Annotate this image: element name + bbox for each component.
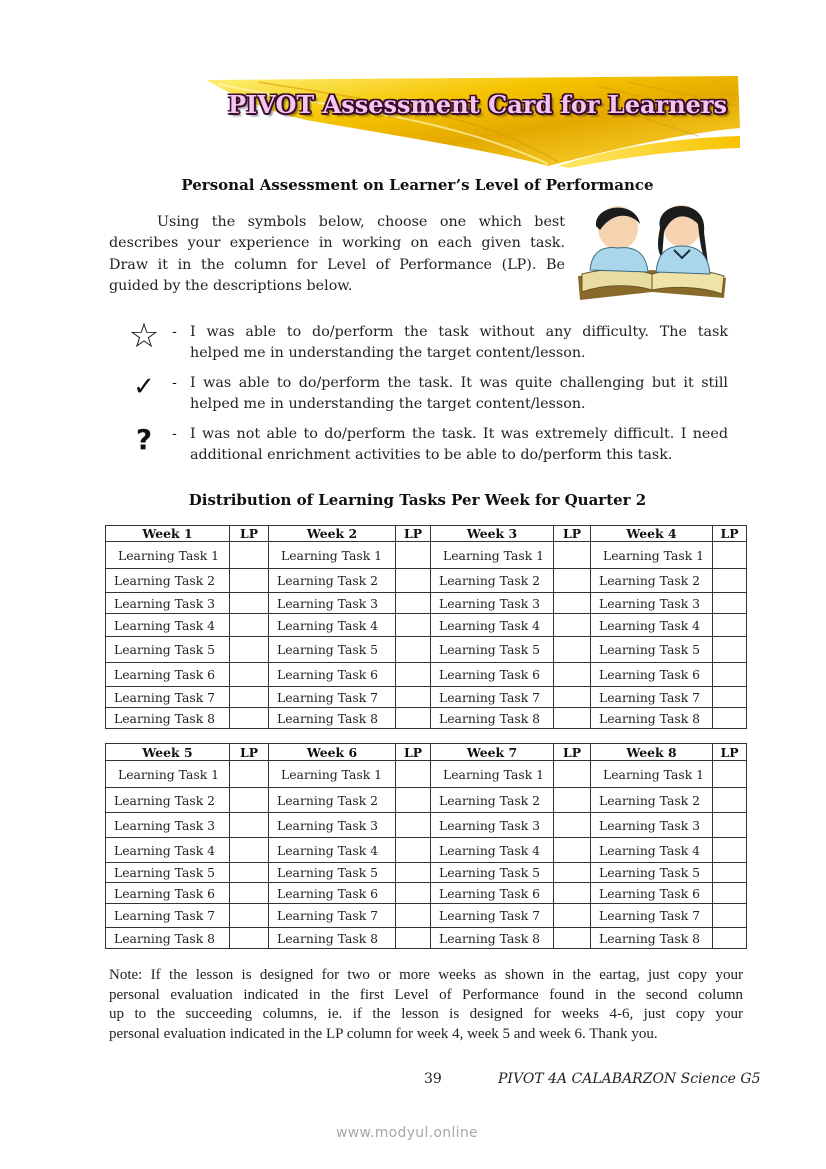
task-cell: Learning Task 3: [591, 813, 713, 838]
task-cell: Learning Task 1: [591, 542, 713, 569]
task-cell: Learning Task 6: [106, 663, 230, 687]
table-header-row: [106, 744, 747, 761]
task-cell: Learning Task 3: [431, 813, 554, 838]
table-row: [106, 663, 747, 687]
task-cell: Learning Task 5: [431, 637, 554, 663]
task-cell: Learning Task 3: [269, 813, 396, 838]
task-cell: Learning Task 7: [269, 687, 396, 708]
task-cell: Learning Task 4: [591, 838, 713, 863]
task-cell: Learning Task 2: [431, 569, 554, 593]
question-icon: ?: [135, 423, 153, 456]
lp-cell[interactable]: [713, 904, 747, 928]
lp-cell[interactable]: [713, 542, 747, 569]
legend-dash: -: [172, 375, 177, 391]
column-header-week: Week 8: [591, 744, 713, 761]
task-cell: Learning Task 5: [106, 637, 230, 663]
task-cell: Learning Task 6: [431, 663, 554, 687]
column-header-week: Week 4: [591, 526, 713, 542]
lp-cell[interactable]: [396, 614, 431, 637]
tasks-table-weeks-1-4: [105, 525, 747, 729]
lp-cell[interactable]: [554, 788, 591, 813]
lp-cell[interactable]: [713, 614, 747, 637]
task-cell: Learning Task 2: [431, 788, 554, 813]
banner: [198, 76, 740, 168]
lp-cell[interactable]: [396, 569, 431, 593]
intro-text: Using the symbols below, choose one which best describes your experience in working on each given task. Draw it in the column for Level of Performance (LP). Be guided by the descriptions below.: [109, 214, 565, 294]
task-cell: Learning Task 8: [269, 708, 396, 729]
task-cell: Learning Task 8: [269, 928, 396, 949]
task-cell: Learning Task 3: [431, 593, 554, 614]
table-row: [106, 542, 747, 569]
lp-cell[interactable]: [396, 904, 431, 928]
task-cell: Learning Task 7: [431, 687, 554, 708]
lp-cell[interactable]: [713, 813, 747, 838]
task-cell: Learning Task 2: [269, 569, 396, 593]
lp-cell[interactable]: [396, 838, 431, 863]
table-row: [106, 788, 747, 813]
task-cell: Learning Task 1: [269, 761, 396, 788]
lp-cell[interactable]: [713, 863, 747, 883]
task-cell: Learning Task 1: [106, 542, 230, 569]
lp-cell[interactable]: [554, 761, 591, 788]
lp-cell[interactable]: [554, 569, 591, 593]
lp-cell[interactable]: [713, 761, 747, 788]
lp-cell[interactable]: [554, 637, 591, 663]
lp-cell[interactable]: [554, 542, 591, 569]
task-cell: Learning Task 7: [431, 904, 554, 928]
lp-cell[interactable]: [554, 663, 591, 687]
task-cell: Learning Task 6: [431, 883, 554, 904]
note-line: up to the succeeding columns, ie. if the lesson is designed for weeks 4-6, just copy your: [109, 1006, 743, 1023]
task-cell: Learning Task 6: [591, 663, 713, 687]
lp-cell[interactable]: [396, 637, 431, 663]
note-paragraph: [109, 966, 743, 1044]
lp-cell[interactable]: [230, 637, 269, 663]
table-header-row: [106, 526, 747, 542]
lp-cell[interactable]: [713, 663, 747, 687]
lp-cell[interactable]: [554, 813, 591, 838]
check-icon: ✓: [133, 372, 155, 402]
task-cell: Learning Task 7: [106, 904, 230, 928]
task-cell: Learning Task 8: [106, 928, 230, 949]
lp-cell[interactable]: [396, 813, 431, 838]
task-cell: Learning Task 1: [106, 761, 230, 788]
lp-cell[interactable]: [713, 637, 747, 663]
column-header-lp: LP: [713, 526, 747, 542]
table-row: [106, 928, 747, 949]
task-cell: Learning Task 5: [269, 637, 396, 663]
lp-cell[interactable]: [713, 928, 747, 949]
lp-cell[interactable]: [713, 708, 747, 729]
task-cell: Learning Task 8: [431, 708, 554, 729]
lp-cell[interactable]: [230, 838, 269, 863]
watermark: www.modyul.online: [336, 1125, 478, 1141]
task-cell: Learning Task 5: [269, 863, 396, 883]
table-row: [106, 813, 747, 838]
table-row: [106, 569, 747, 593]
table-row: [106, 904, 747, 928]
task-cell: Learning Task 4: [269, 838, 396, 863]
lp-cell[interactable]: [230, 569, 269, 593]
legend-dash: -: [172, 426, 177, 442]
note-line: personal evaluation indicated in the first Level of Performance found in the second column: [109, 986, 743, 1003]
lp-cell[interactable]: [396, 542, 431, 569]
lp-cell[interactable]: [396, 663, 431, 687]
task-cell: Learning Task 8: [106, 708, 230, 729]
lp-cell[interactable]: [554, 928, 591, 949]
task-cell: Learning Task 3: [106, 593, 230, 614]
intro-paragraph: [109, 212, 565, 297]
note-line: Note: If the lesson is designed for two or more weeks as shown in the eartag, just copy your: [109, 967, 743, 983]
task-cell: Learning Task 2: [591, 569, 713, 593]
task-cell: Learning Task 7: [269, 904, 396, 928]
lp-cell[interactable]: [230, 863, 269, 883]
task-cell: Learning Task 4: [431, 838, 554, 863]
lp-cell[interactable]: [554, 687, 591, 708]
legend-text: I was not able to do/perform the task. It was extremely difficult. I need additional enrichment activities to be able to do/perform this task.: [190, 426, 728, 463]
lp-cell[interactable]: [230, 663, 269, 687]
lp-cell[interactable]: [713, 838, 747, 863]
lp-cell[interactable]: [230, 614, 269, 637]
task-cell: Learning Task 6: [591, 883, 713, 904]
footer-title: PIVOT 4A CALABARZON Science G5: [498, 1071, 761, 1087]
table-row: [106, 863, 747, 883]
lp-cell[interactable]: [230, 761, 269, 788]
task-cell: Learning Task 7: [106, 687, 230, 708]
tasks-table-weeks-5-8: [105, 743, 747, 949]
task-cell: Learning Task 5: [106, 863, 230, 883]
lp-cell[interactable]: [230, 788, 269, 813]
column-header-week: Week 2: [269, 526, 396, 542]
section-heading-distribution: Distribution of Learning Tasks Per Week for Quarter 2: [188, 491, 647, 509]
task-cell: Learning Task 5: [591, 637, 713, 663]
lp-cell[interactable]: [554, 904, 591, 928]
lp-cell[interactable]: [396, 708, 431, 729]
lp-cell[interactable]: [554, 883, 591, 904]
section-heading-personal-assessment: Personal Assessment on Learner’s Level of Performance: [181, 176, 654, 194]
column-header-week: Week 3: [431, 526, 554, 542]
task-cell: Learning Task 2: [591, 788, 713, 813]
lp-cell[interactable]: [713, 569, 747, 593]
task-cell: Learning Task 4: [269, 614, 396, 637]
task-cell: Learning Task 2: [106, 569, 230, 593]
table-row: [106, 761, 747, 788]
legend-text: I was able to do/perform the task. It was quite challenging but it still helped me in understanding the target content/lesson.: [190, 375, 728, 412]
task-cell: Learning Task 6: [269, 663, 396, 687]
column-header-lp: LP: [396, 526, 431, 542]
task-cell: Learning Task 5: [591, 863, 713, 883]
task-cell: Learning Task 4: [431, 614, 554, 637]
column-header-week: Week 1: [106, 526, 230, 542]
legend-text: I was able to do/perform the task without any difficulty. The task helped me in understanding the target content/lesson.: [190, 324, 728, 361]
column-header-lp: LP: [554, 744, 591, 761]
lp-cell[interactable]: [396, 883, 431, 904]
task-cell: Learning Task 1: [269, 542, 396, 569]
task-cell: Learning Task 7: [591, 687, 713, 708]
task-cell: Learning Task 6: [269, 883, 396, 904]
lp-cell[interactable]: [230, 542, 269, 569]
table-row: [106, 708, 747, 729]
lp-cell[interactable]: [230, 687, 269, 708]
task-cell: Learning Task 1: [431, 542, 554, 569]
lp-cell[interactable]: [713, 687, 747, 708]
banner-title: PIVOT Assessment Card for Learners: [228, 90, 728, 119]
table-row: [106, 838, 747, 863]
table-row: [106, 687, 747, 708]
lp-cell[interactable]: [230, 708, 269, 729]
lp-cell[interactable]: [230, 813, 269, 838]
task-cell: Learning Task 4: [106, 838, 230, 863]
task-cell: Learning Task 4: [591, 614, 713, 637]
table-row: [106, 593, 747, 614]
task-cell: Learning Task 3: [269, 593, 396, 614]
lp-cell[interactable]: [396, 863, 431, 883]
task-cell: Learning Task 7: [591, 904, 713, 928]
task-cell: Learning Task 3: [106, 813, 230, 838]
task-cell: Learning Task 4: [106, 614, 230, 637]
column-header-lp: LP: [713, 744, 747, 761]
lp-cell[interactable]: [713, 788, 747, 813]
lp-cell[interactable]: [554, 593, 591, 614]
task-cell: Learning Task 1: [431, 761, 554, 788]
lp-cell[interactable]: [554, 838, 591, 863]
task-cell: Learning Task 2: [106, 788, 230, 813]
lp-cell[interactable]: [230, 883, 269, 904]
task-cell: Learning Task 1: [591, 761, 713, 788]
task-cell: Learning Task 3: [591, 593, 713, 614]
column-header-lp: LP: [396, 744, 431, 761]
column-header-lp: LP: [230, 526, 269, 542]
lp-cell[interactable]: [396, 788, 431, 813]
column-header-lp: LP: [230, 744, 269, 761]
task-cell: Learning Task 5: [431, 863, 554, 883]
task-cell: Learning Task 8: [591, 708, 713, 729]
lp-cell[interactable]: [230, 904, 269, 928]
task-cell: Learning Task 8: [591, 928, 713, 949]
column-header-week: Week 7: [431, 744, 554, 761]
star-icon: ☆: [128, 316, 160, 356]
lp-cell[interactable]: [396, 687, 431, 708]
table-row: [106, 883, 747, 904]
lp-cell[interactable]: [713, 883, 747, 904]
task-cell: Learning Task 8: [431, 928, 554, 949]
task-cell: Learning Task 2: [269, 788, 396, 813]
lp-cell[interactable]: [396, 928, 431, 949]
task-cell: Learning Task 6: [106, 883, 230, 904]
lp-cell[interactable]: [396, 593, 431, 614]
lp-cell[interactable]: [554, 708, 591, 729]
note-line: personal evaluation indicated in the LP column for week 4, week 5 and week 6. Thank you.: [109, 1025, 658, 1042]
table-row: [106, 637, 747, 663]
students-reading-illustration: [574, 198, 730, 308]
column-header-week: Week 5: [106, 744, 230, 761]
lp-cell[interactable]: [396, 761, 431, 788]
lp-cell[interactable]: [230, 928, 269, 949]
lp-cell[interactable]: [554, 863, 591, 883]
column-header-week: Week 6: [269, 744, 396, 761]
lp-cell[interactable]: [713, 593, 747, 614]
lp-cell[interactable]: [230, 593, 269, 614]
table-row: [106, 614, 747, 637]
legend-dash: -: [172, 324, 177, 340]
column-header-lp: LP: [554, 526, 591, 542]
lp-cell[interactable]: [554, 614, 591, 637]
page-number: 39: [424, 1071, 442, 1087]
